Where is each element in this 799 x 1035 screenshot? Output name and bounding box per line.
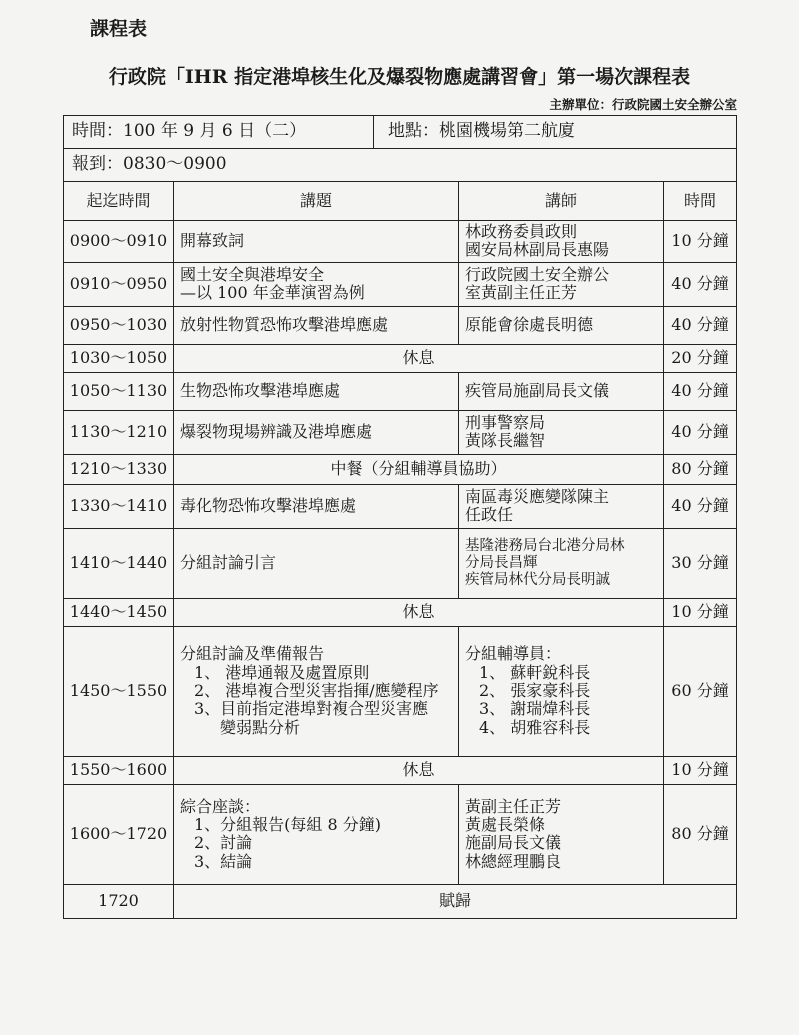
speaker-line: 林政務委員政則 xyxy=(465,222,578,241)
table-row xyxy=(64,528,737,598)
row-time: 1330～1410 xyxy=(64,484,174,528)
row-duration: 40 分鐘 xyxy=(664,262,737,306)
topic-line: —以 100 年金華演習為例 xyxy=(180,283,365,303)
speaker-line: 刑事警察局 xyxy=(465,412,546,432)
row-time: 1550～1600 xyxy=(64,756,174,784)
row-topic xyxy=(174,528,459,598)
row-speaker xyxy=(459,372,664,410)
row-topic xyxy=(174,372,459,410)
table-row xyxy=(64,884,737,918)
info-row xyxy=(64,116,737,149)
row-time: 1410～1440 xyxy=(64,528,174,598)
row-time: 1600～1720 xyxy=(64,784,174,884)
row-time: 1130～1210 xyxy=(64,410,174,454)
row-time: 1210～1330 xyxy=(64,454,174,484)
speaker-line: 原能會徐處長明德 xyxy=(465,315,594,335)
row-duration: 10 分鐘 xyxy=(664,221,737,263)
topic-line: 變弱點分析 xyxy=(220,717,301,737)
row-duration: 10 分鐘 xyxy=(664,598,737,626)
col-header-time: 起迄時間 xyxy=(64,182,174,221)
speaker-line: 2、 張家豪科長 xyxy=(479,681,591,701)
speaker-line: 基隆港務局台北港分局林 xyxy=(465,538,625,555)
speaker-line: 南區毒災應變隊陳主 xyxy=(465,486,610,506)
header-row xyxy=(64,182,737,221)
topic-line: 分組討論及準備報告 xyxy=(180,644,325,664)
speaker-line: 疾管局林代分局長明誠 xyxy=(465,571,610,588)
row-speaker xyxy=(459,221,664,263)
row-time: 1450～1550 xyxy=(64,626,174,756)
speaker-line: 室黃副主任正芳 xyxy=(465,283,578,303)
row-dismissal: 賦歸 xyxy=(174,884,737,918)
schedule-table xyxy=(63,115,737,919)
row-duration: 20 分鐘 xyxy=(664,344,737,372)
row-time: 1720 xyxy=(64,884,174,918)
topic-line: 國土安全與港埠安全 xyxy=(180,264,325,284)
table-row xyxy=(64,221,737,263)
row-time: 0950～1030 xyxy=(64,306,174,344)
checkin-time: 報到：0830～0900 xyxy=(64,149,737,182)
table-row xyxy=(64,306,737,344)
row-speaker xyxy=(459,484,664,528)
row-break: 休息 xyxy=(174,598,664,626)
col-header-speaker: 講師 xyxy=(459,182,664,221)
topic-line: 綜合座談： xyxy=(180,796,261,816)
row-speaker xyxy=(459,306,664,344)
row-topic xyxy=(174,410,459,454)
table-row xyxy=(64,784,737,884)
topic-line: 放射性物質恐怖攻擊港埠應處 xyxy=(180,315,389,335)
row-time: 1050～1130 xyxy=(64,372,174,410)
row-break: 休息 xyxy=(174,756,664,784)
speaker-line: 黃處長榮條 xyxy=(465,814,546,834)
col-header-duration: 時間 xyxy=(664,182,737,221)
table-row xyxy=(64,262,737,306)
row-duration: 40 分鐘 xyxy=(664,410,737,454)
table-row xyxy=(64,410,737,454)
speaker-line: 施副局長文儀 xyxy=(465,833,562,853)
table-row xyxy=(64,756,737,784)
row-speaker xyxy=(459,410,664,454)
row-speaker xyxy=(459,262,664,306)
row-duration: 80 分鐘 xyxy=(664,784,737,884)
row-duration: 40 分鐘 xyxy=(664,484,737,528)
document-label: 課程表 xyxy=(90,18,148,40)
row-duration: 40 分鐘 xyxy=(664,372,737,410)
row-break: 休息 xyxy=(174,344,664,372)
speaker-line: 3、 謝瑞煒科長 xyxy=(479,699,591,719)
row-topic xyxy=(174,306,459,344)
speaker-line: 林總經理鵬良 xyxy=(465,851,562,871)
table-row xyxy=(64,344,737,372)
speaker-line: 分組輔導員： xyxy=(465,644,562,664)
topic-line: 分組討論引言 xyxy=(180,553,277,573)
row-duration: 30 分鐘 xyxy=(664,528,737,598)
row-break: 中餐（分組輔導員協助） xyxy=(174,454,664,484)
table-row xyxy=(64,484,737,528)
row-speaker xyxy=(459,626,664,756)
speaker-line: 黃副主任正芳 xyxy=(465,796,562,816)
topic-line: 2、討論 xyxy=(194,833,253,853)
row-duration: 40 分鐘 xyxy=(664,306,737,344)
row-topic xyxy=(174,221,459,263)
speaker-line: 1、 蘇軒銳科長 xyxy=(479,662,591,682)
row-duration: 60 分鐘 xyxy=(664,626,737,756)
speaker-line: 行政院國土安全辦公 xyxy=(465,264,610,284)
topic-line: 1、 港埠通報及處置原則 xyxy=(194,662,370,682)
topic-line: 3、目前指定港埠對複合型災害應 xyxy=(194,699,429,719)
checkin-row xyxy=(64,149,737,182)
topic-line: 開幕致詞 xyxy=(180,231,245,251)
row-speaker xyxy=(459,528,664,598)
table-row xyxy=(64,626,737,756)
col-header-topic: 講題 xyxy=(174,182,459,221)
speaker-line: 黃隊長繼智 xyxy=(465,431,546,451)
topic-line: 爆裂物現場辨識及港埠應處 xyxy=(180,422,373,442)
topic-line: 3、結論 xyxy=(194,851,253,871)
row-topic xyxy=(174,262,459,306)
row-topic xyxy=(174,484,459,528)
document-title: 行政院「IHR 指定港埠核生化及爆裂物應處講習會」第一場次課程表 xyxy=(108,66,691,88)
event-date: 時間：100 年 9 月 6 日（二） xyxy=(64,116,374,148)
row-time: 1440～1450 xyxy=(64,598,174,626)
topic-line: 1、分組報告(每組 8 分鐘) xyxy=(194,814,382,834)
row-topic xyxy=(174,626,459,756)
row-time: 0900～0910 xyxy=(64,221,174,263)
row-speaker xyxy=(459,784,664,884)
speaker-line: 任政任 xyxy=(465,505,514,525)
speaker-line: 分局長昌輝 xyxy=(465,554,538,571)
row-duration: 80 分鐘 xyxy=(664,454,737,484)
info-cell xyxy=(64,116,737,149)
table-row xyxy=(64,372,737,410)
topic-line: 生物恐怖攻擊港埠應處 xyxy=(180,381,341,401)
event-location: 地點：桃園機場第二航廈 xyxy=(388,121,575,142)
speaker-line: 國安局林副局長惠陽 xyxy=(465,240,610,260)
speaker-line: 4、 胡雅容科長 xyxy=(479,717,591,737)
table-row xyxy=(64,454,737,484)
table-row xyxy=(64,598,737,626)
row-time: 0910～0950 xyxy=(64,262,174,306)
row-time: 1030～1050 xyxy=(64,344,174,372)
row-topic xyxy=(174,784,459,884)
row-duration: 10 分鐘 xyxy=(664,756,737,784)
organizer-note: 主辦單位：行政院國土安全辦公室 xyxy=(549,97,737,112)
topic-line: 毒化物恐怖攻擊港埠應處 xyxy=(180,496,357,516)
speaker-line: 疾管局施副局長文儀 xyxy=(465,381,610,401)
topic-line: 2、 港埠複合型災害指揮/應變程序 xyxy=(194,681,439,701)
